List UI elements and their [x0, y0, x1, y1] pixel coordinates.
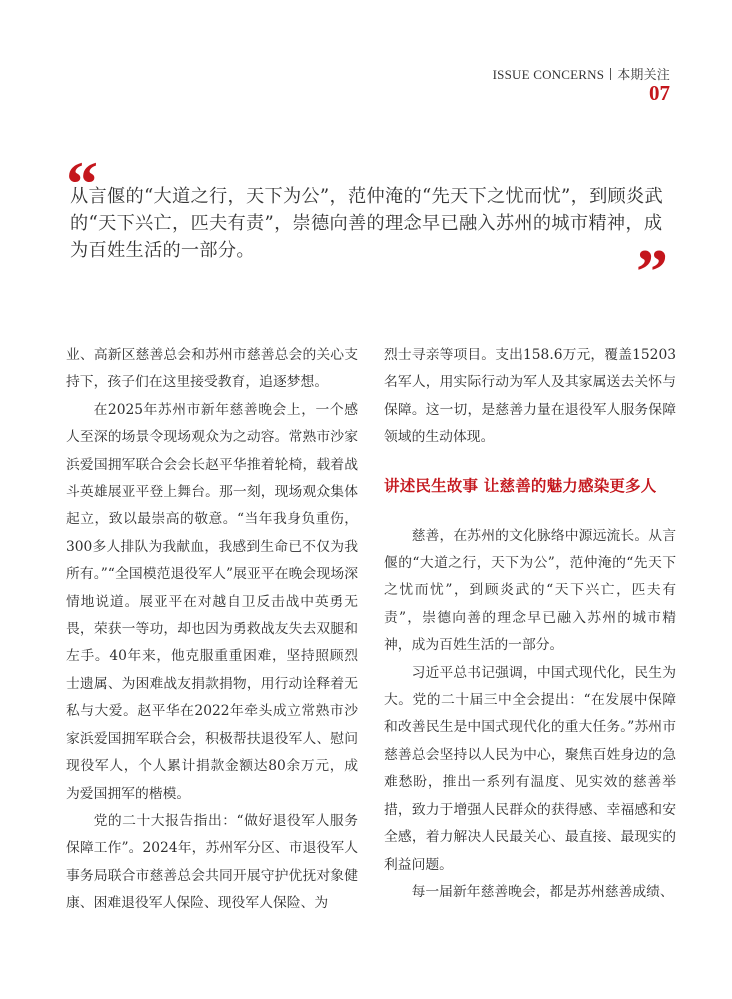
paragraph: 习近平总书记强调，中国式现代化，民生为大。党的二十届三中全会提出：“在发展中保障和改善民生是中国式现代化的重大任务。”苏州市慈善总会坚持以人民为中心，聚焦百姓身边的急难愁盼，推出一系列有温度、见实效的慈善举措，致力于增强人民群众的获得感、幸福感和安全感，着力解决人民最关心、最直接、最现实的利益问题。 — [384, 664, 676, 873]
left-column — [66, 342, 358, 918]
section-label-cn: 本期关注 — [617, 67, 670, 82]
page-number: 07 — [649, 81, 670, 105]
close-quote-icon: ” — [636, 236, 668, 307]
paragraph: 党的二十大报告指出：“做好退役军人服务保障工作”。2024年，苏州军分区、市退役军人事务局联合市慈善总会共同开展守护优抚对象健康、困难退役军人保险、现役军人保险、为 — [66, 812, 358, 912]
right-column — [384, 342, 676, 906]
paragraph: 业、高新区慈善总会和苏州市慈善总会的关心支持下，孩子们在这里接受教育，追逐梦想。 — [66, 347, 358, 391]
paragraph: 在2025年苏州市新年慈善晚会上，一个感人至深的场景令现场观众为之动容。常熟市沙家浜爱国拥军联合会会长赵平华推着轮椅，载着战斗英雄展亚平登上舞台。那一刻，现场观众集体起立，致以最崇高的敬意。“当年我身负重伤，300多人排队为我献血，我感到生命已不仅为我所有。”“全国模范退役军人”展亚平在晚会现场深情地说道。展亚平在对越自卫反击战中英勇无畏，荣获一等功，却也因为勇救战友失去双腿和左手。40年来，他克服重重困难，坚持照顾烈士遗属、为困难战友捐款捐物，用行动诠释着无私与大爱。赵平华在2022年牵头成立常熟市沙家浜爱国拥军联合会，积极帮扶退役军人、慰问现役军人，个人累计捐款金额达80余万元，成为爱国拥军的楷模。 — [66, 401, 358, 802]
page-header — [493, 64, 670, 104]
open-quote-icon: “ — [66, 148, 98, 219]
header-divider — [610, 68, 611, 80]
pull-quote: 从言偃的“大道之行，天下为公”，范仲淹的“先天下之忧而忧”，到顾炎武的“天下兴亡，匹夫有责”，崇德向善的理念早已融入苏州的城市精神，成为百姓生活的一部分。 — [70, 186, 664, 261]
section-label-en: ISSUE CONCERNS — [492, 67, 605, 82]
paragraph: 烈士寻亲等项目。支出158.6万元，覆盖15203名军人，用实际行动为军人及其家属送去关怀与保障。这一切，是慈善力量在退役军人服务保障领域的生动体现。 — [384, 347, 676, 446]
section-heading: 讲述民生故事 让慈善的魅力感染更多人 — [384, 475, 657, 495]
paragraph: 每一届新年慈善晚会，都是苏州慈善成绩、 — [411, 883, 674, 900]
section-label — [493, 64, 670, 83]
paragraph: 慈善，在苏州的文化脉络中源远流长。从言偃的“大道之行，天下为公”，范仲淹的“先天下之忧而忧”，到顾炎武的“天下兴亡，匹夫有责”，崇德向善的理念早已融入苏州的城市精神，成为百姓生活的一部分。 — [384, 527, 676, 654]
